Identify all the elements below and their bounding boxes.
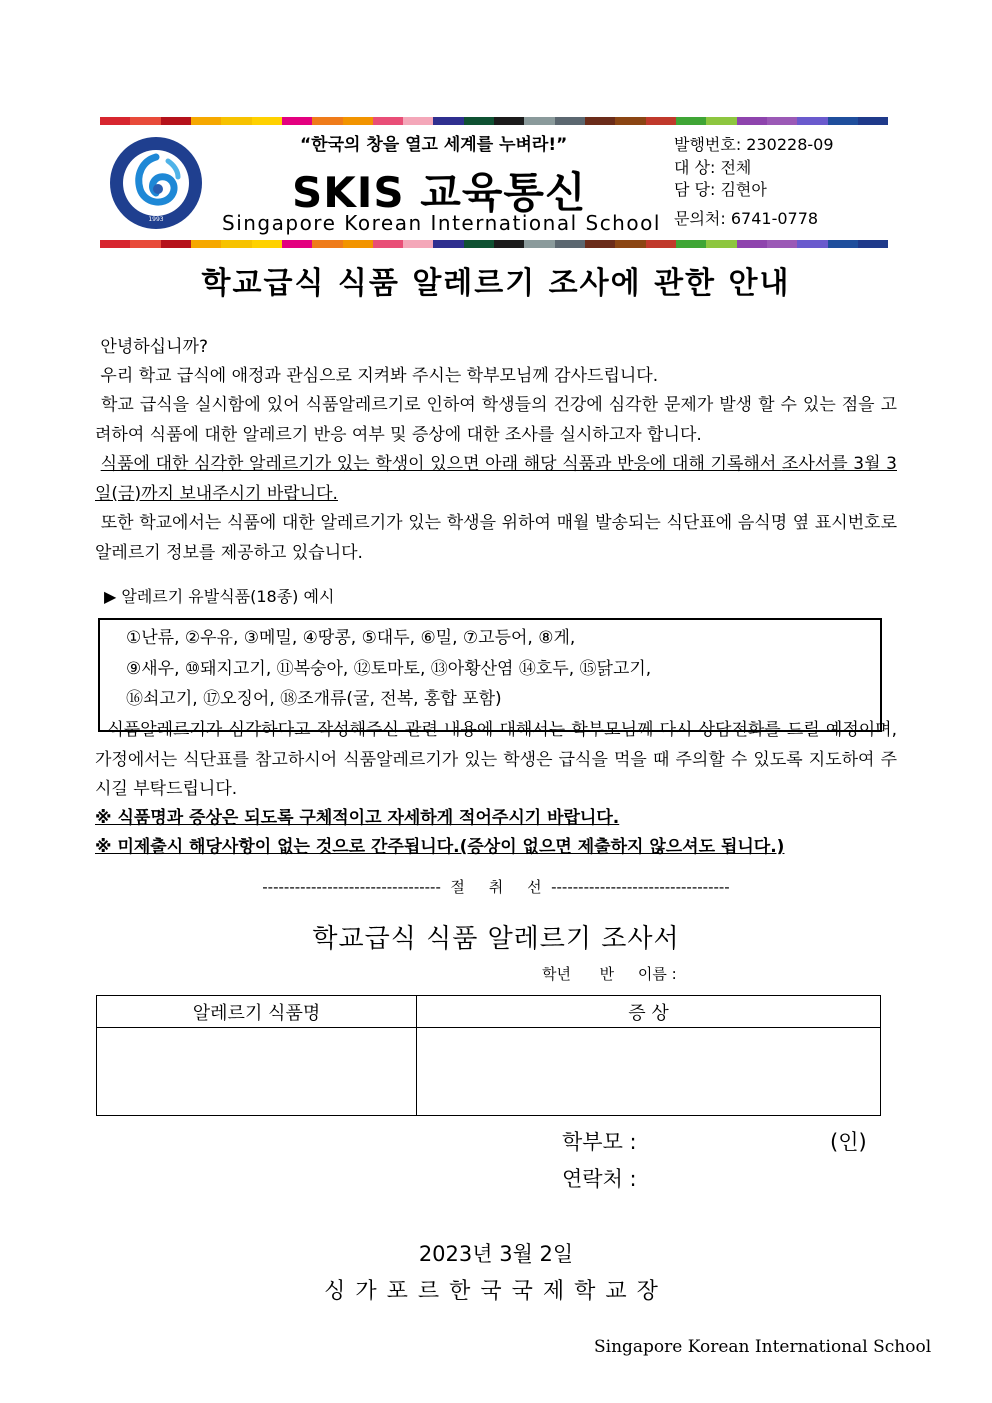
allergen-list-box	[98, 618, 882, 732]
contact-number: 문의처: 6741-0778	[674, 209, 819, 228]
color-bar-segment	[282, 117, 312, 125]
contact-label: 연락처 :	[562, 1167, 637, 1191]
thanks-paragraph	[95, 362, 897, 392]
color-bar-segment	[737, 117, 767, 125]
color-bar-segment	[343, 117, 373, 125]
header-color-bar-bottom	[100, 240, 888, 248]
grade-class-name-line: 학년 반 이름 :	[542, 965, 677, 983]
color-bar-segment	[524, 117, 554, 125]
header-symptoms: 증 상	[417, 996, 881, 1028]
color-bar-segment	[828, 117, 858, 125]
person-in-charge: 담 당: 김현아	[674, 180, 767, 199]
color-bar-segment	[433, 240, 463, 248]
color-bar-segment	[858, 240, 888, 248]
color-bar-segment	[585, 117, 615, 125]
color-bar-segment	[646, 240, 676, 248]
newsletter-brand: SKIS 교육통신	[292, 168, 587, 217]
color-bar-segment	[464, 240, 494, 248]
color-bar-segment	[676, 240, 706, 248]
header-color-bar-top	[100, 117, 888, 125]
cut-line: --------------------------------- 절 취 선 ---------------------------------	[262, 878, 730, 896]
color-bar-segment	[373, 240, 403, 248]
color-bar-segment	[706, 240, 736, 248]
color-bar-segment	[252, 117, 282, 125]
color-bar-segment	[464, 117, 494, 125]
color-bar-segment	[191, 117, 221, 125]
color-bar-segment	[161, 117, 191, 125]
color-bar-segment	[130, 240, 160, 248]
color-bar-segment	[221, 117, 251, 125]
document-title: 학교급식 식품 알레르기 조사에 관한 안내	[201, 266, 791, 301]
color-bar-segment	[282, 240, 312, 248]
consultation-paragraph	[95, 716, 897, 805]
school-english-name: Singapore Korean International School	[222, 211, 661, 235]
color-bar-segment	[555, 117, 585, 125]
color-bar-segment	[676, 117, 706, 125]
color-bar-segment	[403, 117, 433, 125]
purpose-paragraph	[95, 391, 897, 450]
issue-number: 발행번호: 230228-09	[674, 135, 834, 154]
allergen-food-input-cell[interactable]	[97, 1028, 417, 1116]
color-bar-segment	[494, 240, 524, 248]
school-logo	[108, 135, 204, 231]
greeting	[95, 333, 897, 363]
color-bar-segment	[615, 240, 645, 248]
purpose-text: 학교 급식을 실시함에 있어 식품알레르기로 인하여 학생들의 건강에 심각한 문제가 발생 할 수 있는 점을 고려하여 식품에 대한 알레르기 반응 여부 및 증상에 대한 조사를 실시하고자 합니다.	[95, 395, 898, 445]
header-allergen-food: 알레르기 식품명	[97, 996, 417, 1028]
color-bar-segment	[433, 117, 463, 125]
survey-table	[96, 995, 881, 1116]
color-bar-segment	[585, 240, 615, 248]
seal-mark: (인)	[830, 1130, 867, 1154]
color-bar-segment	[130, 117, 160, 125]
color-bar-segment	[737, 240, 767, 248]
greeting-text: 안녕하십니까?	[100, 337, 208, 357]
color-bar-segment	[373, 117, 403, 125]
color-bar-segment	[100, 117, 130, 125]
color-bar-segment	[100, 240, 130, 248]
deadline-text: 조사서를 3월 3일(금)까지	[95, 454, 897, 504]
thanks-text: 우리 학교 급식에 애정과 관심으로 지켜봐 주시는 학부모님께 감사드립니다.	[100, 366, 659, 386]
request-paragraph	[95, 450, 897, 509]
menu-info-text: 또한 학교에서는 식품에 대한 알레르기가 있는 학생을 위하여 매월 발송되는 식단표에 음식명 옆 표시번호로 알레르기 정보를 제공하고 있습니다.	[95, 513, 898, 563]
color-bar-segment	[615, 117, 645, 125]
consultation-text: 식품알레르기가 심각하다고 작성해주신 관련 내용에 대해서는 학부모님께 다시 상담전화를 드릴 예정이며, 가정에서는 식단표를 참고하시어 식품알레르기가 있는 학생은 급식을 먹을 때 주의할 수 있도록 지도하여 주시길 부탁드립니다.	[95, 720, 897, 799]
symptoms-input-cell[interactable]	[417, 1028, 881, 1116]
request-end-text: 보내주시기 바랍니다.	[173, 483, 338, 504]
color-bar-segment	[343, 240, 373, 248]
color-bar-segment	[858, 117, 888, 125]
color-bar-segment	[221, 240, 251, 248]
color-bar-segment	[555, 240, 585, 248]
color-bar-segment	[646, 117, 676, 125]
parent-label: 학부모 :	[562, 1130, 637, 1154]
note-nonsubmission: ※ 미제출시 해당사항이 없는 것으로 간주됩니다.(증상이 없으면 제출하지 않으셔도 됩니다.)	[95, 837, 785, 857]
color-bar-segment	[191, 240, 221, 248]
allergen-line-3: ⑯쇠고기, ⑰오징어, ⑱조개류(굴, 전복, 홍합 포함)	[126, 689, 502, 709]
color-bar-segment	[312, 240, 342, 248]
color-bar-segment	[524, 240, 554, 248]
allergen-list-heading: ▶ 알레르기 유발식품(18종) 예시	[104, 587, 335, 606]
issue-date: 2023년 3월 2일	[418, 1242, 574, 1266]
color-bar-segment	[161, 240, 191, 248]
color-bar-segment	[494, 117, 524, 125]
logo-year-text: 1993	[148, 216, 164, 223]
color-bar-segment	[767, 117, 797, 125]
slogan: “한국의 창을 열고 세계를 누벼라!”	[300, 135, 568, 155]
target-audience: 대 상: 전체	[674, 158, 752, 177]
color-bar-segment	[828, 240, 858, 248]
color-bar-segment	[403, 240, 433, 248]
color-bar-segment	[252, 240, 282, 248]
color-bar-segment	[797, 117, 827, 125]
color-bar-segment	[767, 240, 797, 248]
request-underlined-text: 식품에 대한 심각한 알레르기가 있는 학생이 있으면 아래 해당 식품과 반응에 대해 기록해서	[100, 454, 782, 474]
color-bar-segment	[312, 117, 342, 125]
color-bar-segment	[797, 240, 827, 248]
survey-title: 학교급식 식품 알레르기 조사서	[312, 924, 680, 954]
principal-signature: 싱가포르한국국제학교장	[324, 1279, 668, 1304]
footer-school-name: Singapore Korean International School	[594, 1337, 932, 1357]
allergen-line-1: ①난류, ②우유, ③메밀, ④땅콩, ⑤대두, ⑥밀, ⑦고등어, ⑧게,	[126, 628, 576, 648]
menu-info-paragraph	[95, 509, 897, 568]
note-specific: ※ 식품명과 증상은 되도록 구체적이고 자세하게 적어주시기 바랍니다.	[95, 808, 620, 828]
allergen-line-2: ⑨새우, ⑩돼지고기, ⑪복숭아, ⑫토마토, ⑬아황산염 ⑭호두, ⑮닭고기,	[126, 659, 652, 679]
color-bar-segment	[706, 117, 736, 125]
